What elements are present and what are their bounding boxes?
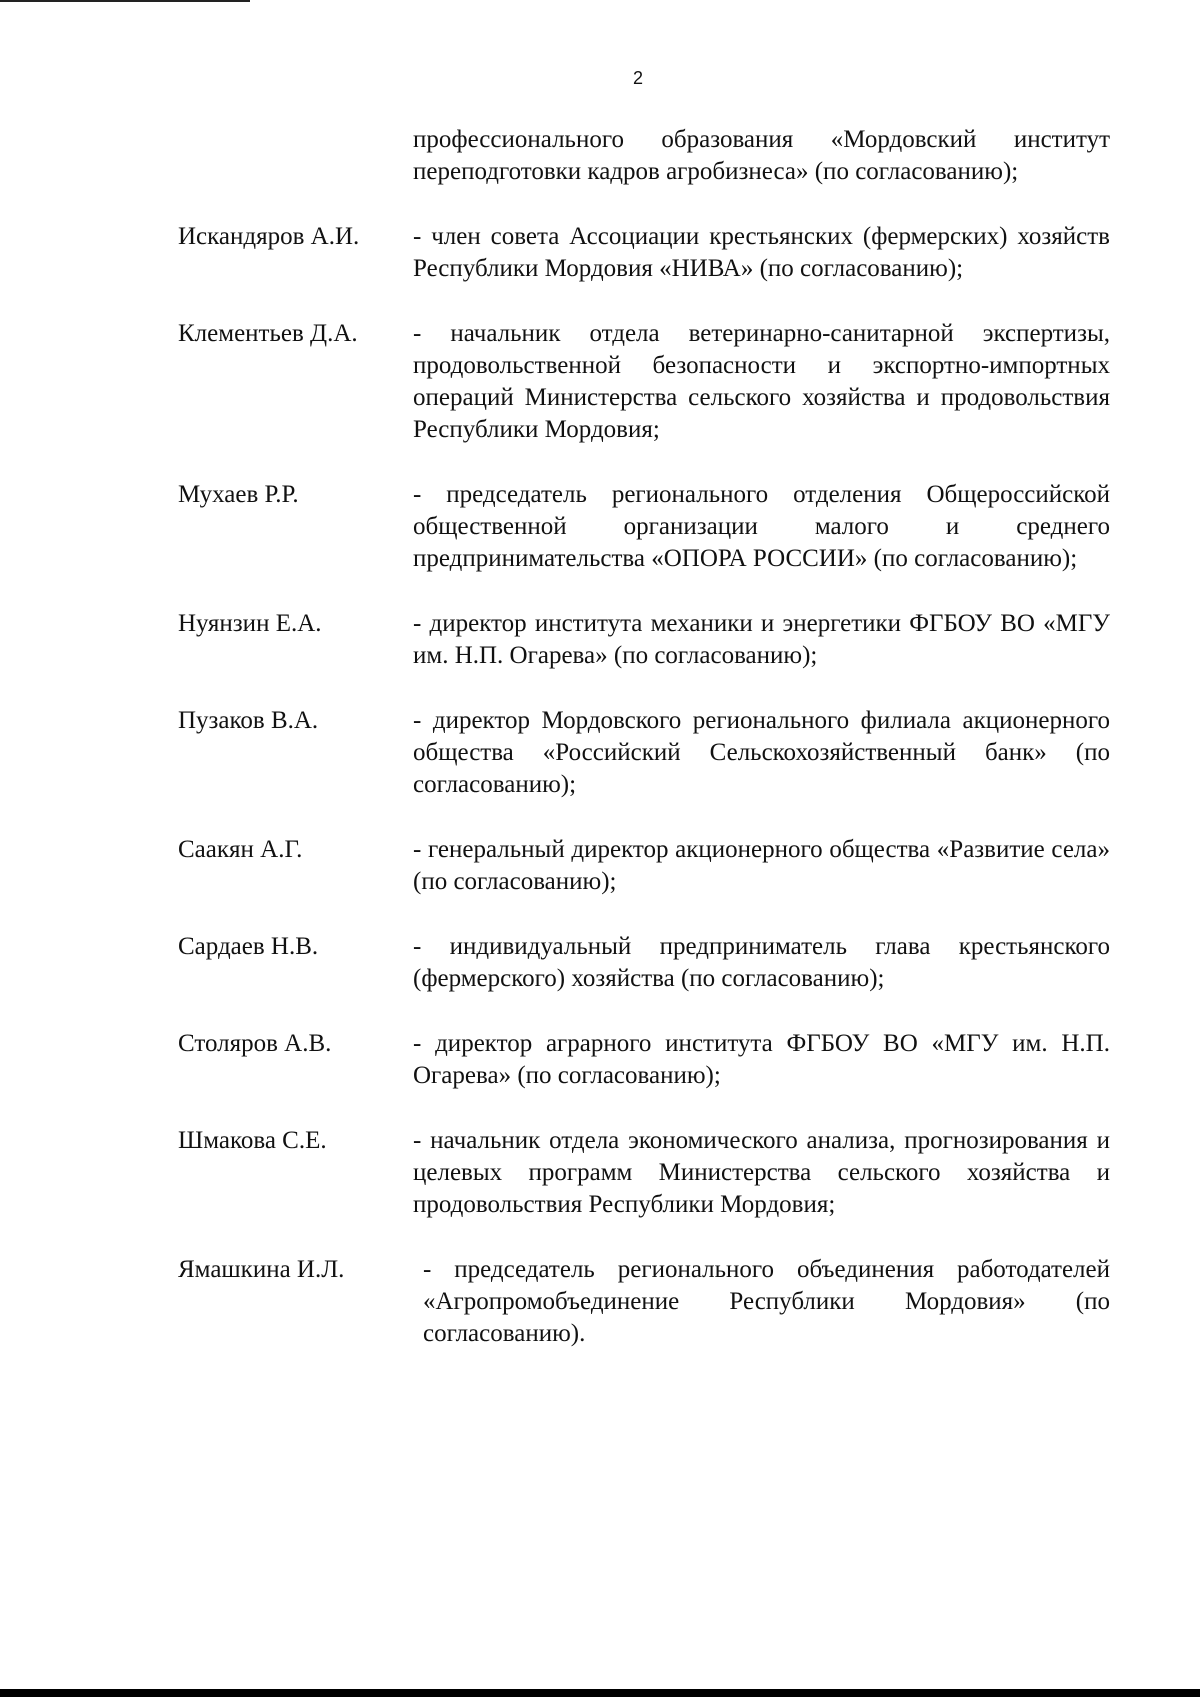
member-entry [178,608,1110,672]
member-role: - начальник отдела ветеринарно-санитарной экспертизы, продовольственной безопасности и экспортно-импортных операций Министерства сельского хозяйства и продовольствия Республики Мордовия; [413,320,1110,443]
document-body [178,124,1110,1350]
member-entry [178,931,1110,995]
member-name: Саакян А.Г. [178,836,303,863]
member-entry [178,221,1110,285]
member-name: Ямашкина И.Л. [178,1256,345,1283]
member-name: Искандяров А.И. [178,223,360,250]
member-entry [178,1028,1110,1092]
member-role: - член совета Ассоциации крестьянских (фермерских) хозяйств Республики Мордовия «НИВА» (по согласованию); [413,223,1110,282]
member-role: - председатель регионального объединения работодателей «Агропромобъединение Республики Мордовия» (по согласованию). [423,1256,1110,1347]
member-name: Нуянзин Е.А. [178,610,322,637]
member-entry [178,705,1110,801]
member-entry [178,1254,1110,1350]
member-entry [178,1125,1110,1221]
member-name: Шмакова С.Е. [178,1127,327,1154]
member-role: - индивидуальный предприниматель глава крестьянского (фермерского) хозяйства (по согласованию); [413,933,1110,992]
page-number: 2 [632,68,643,88]
member-entry [178,834,1110,898]
member-name: Мухаев Р.Р. [178,481,299,508]
intro-continuation-text: профессионального образования «Мордовский институт переподготовки кадров агробизнеса» (по согласованию); [413,126,1110,185]
member-role: - председатель регионального отделения Общероссийской общественной организации малого и среднего предпринимательства «ОПОРА РОССИИ» (по согласованию); [413,481,1110,572]
member-name: Столяров А.В. [178,1030,332,1057]
member-role: - директор аграрного института ФГБОУ ВО «МГУ им. Н.П. Огарева» (по согласованию); [413,1030,1110,1089]
member-name: Клементьев Д.А. [178,320,358,347]
member-role: - директор Мордовского регионального филиала акционерного общества «Российский Сельскохозяйственный банк» (по согласованию); [413,707,1110,798]
bottom-scan-border [0,1689,1200,1697]
member-name: Сардаев Н.В. [178,933,319,960]
member-role: - директор института механики и энергетики ФГБОУ ВО «МГУ им. Н.П. Огарева» (по согласованию); [413,610,1110,669]
top-edge-rule [0,0,250,2]
member-entry [178,318,1110,446]
member-role: - генеральный директор акционерного общества «Развитие села» (по согласованию); [413,836,1110,895]
member-entry [178,479,1110,575]
member-name: Пузаков В.А. [178,707,319,734]
member-role: - начальник отдела экономического анализа, прогнозирования и целевых программ Министерства сельского хозяйства и продовольствия Республики Мордовия; [413,1127,1110,1218]
